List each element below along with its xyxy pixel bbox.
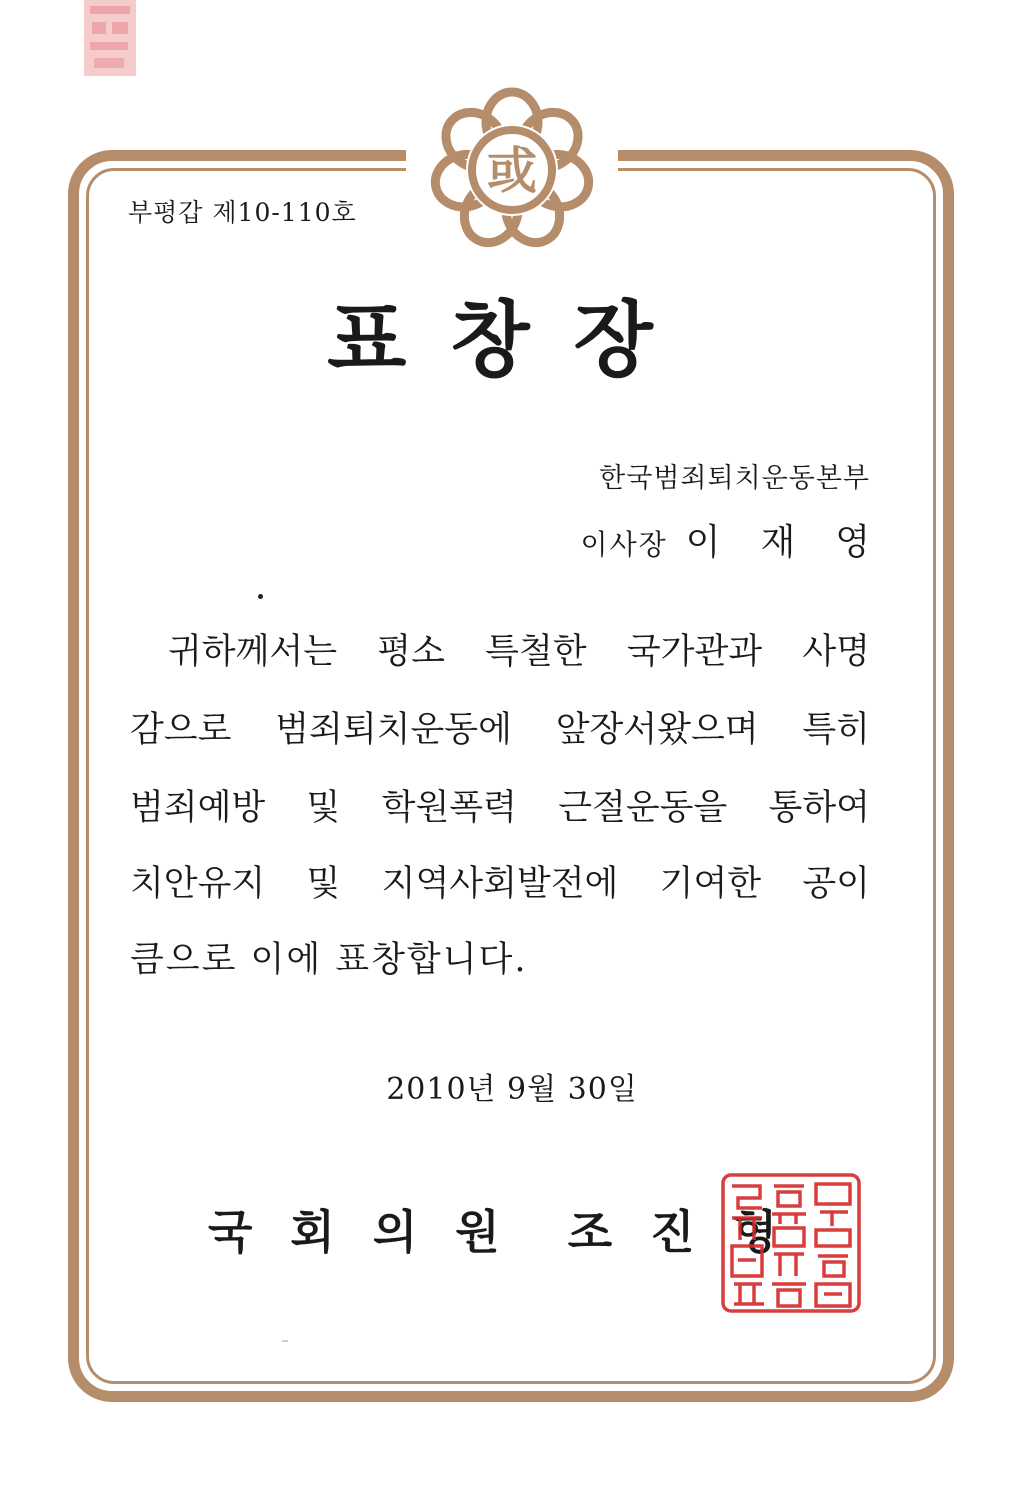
citation-line-1: 귀하께서는 평소 특철한 국가관과 사명 bbox=[168, 632, 870, 672]
recipient-line bbox=[580, 514, 910, 565]
stray-mark bbox=[258, 594, 263, 599]
corner-stamp-mark bbox=[82, 0, 138, 78]
recipient-role: 이사장 bbox=[580, 528, 668, 561]
award-date: 2010년 9월 30일 bbox=[386, 1072, 638, 1107]
issuer-title: 국회의원 bbox=[208, 1205, 538, 1259]
stray-mark-bottom bbox=[282, 1340, 288, 1342]
citation-line-4: 치안유지 및 지역사회발전에 기여한 공이 bbox=[130, 864, 870, 904]
citation-line-5: 큼으로 이에 표창합니다. bbox=[130, 940, 528, 980]
recipient-name: 이재영 bbox=[685, 522, 910, 563]
national-assembly-emblem-icon bbox=[418, 86, 606, 256]
recipient-organization: 한국범죄퇴치운동본부 bbox=[599, 463, 870, 494]
emblem-glyph: 或 bbox=[487, 141, 537, 200]
citation-line-3: 범죄예방 및 학원폭력 근절운동을 통하여 bbox=[130, 788, 870, 828]
citation-line-2: 감으로 범죄퇴치운동에 앞장서왔으며 특히 bbox=[130, 710, 870, 750]
certificate-title: 표창장 bbox=[327, 293, 697, 388]
official-seal-stamp bbox=[720, 1172, 862, 1314]
issuer-name: 조진형 bbox=[567, 1205, 816, 1259]
certificate-serial-number: 부평갑 제10-110호 bbox=[128, 198, 357, 227]
